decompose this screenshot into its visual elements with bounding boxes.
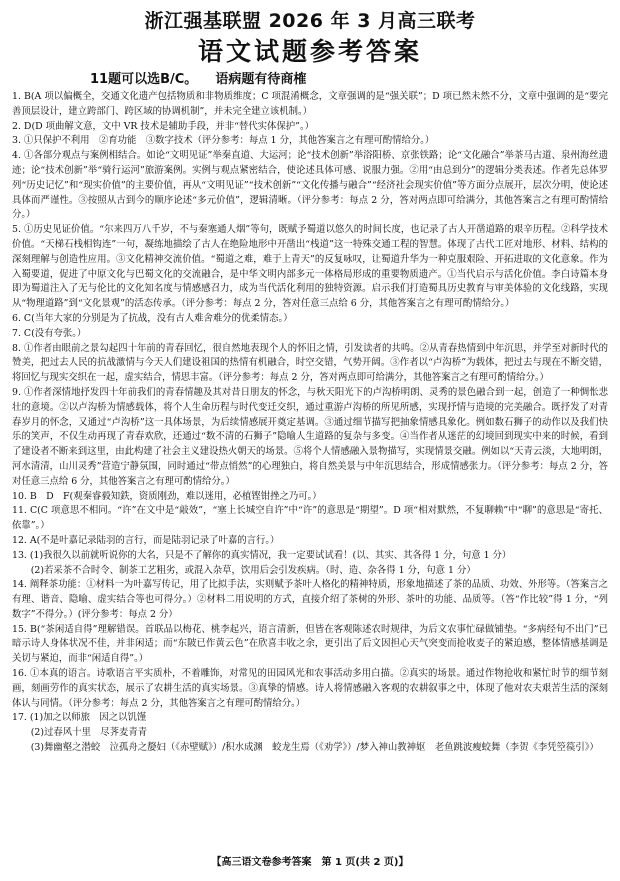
answer-13-2: (2)若采茶不合时令、制茶工艺粗劣，或混入杂草，饮用后会引发疾病。（时、造、杂各得 1 分，句意 1 分） (12, 564, 476, 576)
page-footer: 【高三语文卷参考答案 第 1 页(共 2 页)】 (211, 857, 409, 868)
answer-list (12, 90, 608, 844)
answer-17-1: 17. (1)加之以师旅 因之以饥馑 (12, 712, 147, 724)
answer-3: 3. ①只保护不利用 ②育功能 ③数字技术（评分参考：每点 1 分，其他答案言之有理可酌情给分。） (12, 135, 435, 147)
document-title: 语文试题参考答案 (197, 37, 422, 66)
answer-17-3: (3)舞幽壑之潜蛟 泣孤舟之嫠妇（《赤壁赋》）/积水成渊 蛟龙生焉（《劝学》）/梦入神山教神妪 老鱼跳波瘦蛟舞（李贺《李凭箜篌引》） (12, 742, 599, 754)
answer-13-1: 13. (1)我很久以前就听说你的大名，只是不了解你的真实情况，我一定要试试看！(以、其实、其各得 1 分，句意 1 分） (12, 549, 512, 561)
answer-8: 8. ①作者由眼前之景勾起四十年前的青春回忆，很自然地表现个人的怀旧之情，引发读者的共鸣。②从青春热情到中年沉思，并学至对新时代的赞美，把过去人民的抗战激情与今天人们建设祖国的热情有机融合，时空交错，气势开阔。③作者以“卢沟桥”为载体，把过去与现在不断交错，将回忆与现实交织在一起，虚实结合，情思丰富。（评分参考：每点 2 分，答对两点即可给满分，其他答案言之有理可酌情给分。） (12, 342, 608, 384)
answer-9: 9. ①作者深情地抒发四十年前我们的青春情趣及其对昔日朋友的怀念，与秋天阳光下的卢沟桥明朗、灵秀的景色融合到一起，创造了一种惆怅悲壮的意境。②以卢沟桥为情感载体，将个人生命历程与时代变迁交织，通过重游卢沟桥的所见所感，实现抒情与造境的完美融合。既抒发了对青春岁月的怀念，又通过“卢沟桥”这一具体场景，为后续情感展开奠定基调。③通过细节描写把抽象情感具象化。例如数石狮子的动作以及我们快乐的笑声，不仅生动再现了青春欢欣，还通过“数不清的石狮子”隐喻人生道路的复杂与多变。④当作者从迷茫的幻境回到现实中来的时候，看到了建设者不断来到这里，由此构建了社会主义建设热火朝天的场景。⑤将个人情感融入景物描写，实现情景交融。例如以“天青云淡，大地明朗，河水清清，山川灵秀”营造宁静氛围，同时通过“带点悄然”的心理独白，将自然美景与中年沉思结合，形成情感张力。（评分参考：每点 2 分，答对任意三点给 6 分，其他答案言之有理可酌情给分。） (12, 386, 608, 487)
answer-11: 11. C(C 项意思不相同。“许”在文中是“敲效”，“塞上长城空自许”中“许”的意思是“期望”。D 项“相对默然，不复聊赖”中“聊”的意思是“寄托、依靠”。） (12, 505, 608, 532)
answer-12: 12. A(不是叶嘉记录陆羽的言行，而是陆羽记录了叶嘉的言行。） (12, 534, 280, 546)
handwritten-note: 11题可以选B/C。 语病题有待商榷 (90, 72, 307, 87)
answer-15: 15. B(“茶闲适自得”理解错误。首联品以梅花、桃李起兴，语言清新，但皆在客观陈述农时规律，为后文农事忙碌做铺垫。“多病经旬不出门”已暗示诗人身体状况不佳，并非闲适；而“东陂已作黄云色”在欣喜丰收之余，更引出了后文因担心天气突变而抢收麦子的紧迫感，整体情感基调是关切与紧迫，而非“闲适自得”。） (12, 623, 608, 665)
answer-16: 16. ①本真的语言。诗歌语言平实质朴，不着雕饰，对常见的田园风光和农事活动多用白描。②真实的场景。通过作物抢收和紧忙时节的细节刻画，刻画劳作的真实状态，展示了农耕生活的真实场景。③真挚的情感。诗人将情感融入客观的农耕叙事之中，体现了他对农夫艰苦生活的深刻体认与同情。（评分参考：每点 2 分，其他答案言之有理可酌情给分。） (12, 668, 608, 709)
exam-title: 浙江强基联盟 2026 年 3 月高三联考 (144, 10, 476, 32)
answer-4: 4. ①各部分观点与案例相结合。如论“文明见证”举秦直道、大运河；论“技术创新”举浴阳桥、京张铁路；论“文化融合”举茶马古道、泉州海丝遗迹；论“技术创新”举“骑行运河”旅游案例。实例与观点紧密结合，使论述具体可感、说服力强。②用“由总到分”的逻辑分类表述。作者先总体罗列“历史记忆”和“现实价值”的主要价值，再从“文明见证”“技术创新”“文化传播与融合”“经济社会现实价值”等方面分点展开，层次分明，使论述具体而严谨性。③按照从古到今的顺序论述“多元价值”，逻辑清晰。（评分参考：每点 2 分，答对两点即可给满分，其他答案言之有理可酌情给分。） (12, 150, 608, 221)
answer-17-2: (2)过春风十里 尽荠麦青青 (12, 727, 148, 739)
answer-7: 7. C(没有夸张。） (12, 327, 87, 339)
answer-14: 14. 阐释茶功能：①材料一为叶嘉写传记，用了比拟手法，实则赋予茶叶人格化的精神特质，形象地描述了茶的品质、功效、外形等。（答案言之有理、谐音、隐喻、虚实结合等也可得分。）②材料二用说明的方式，直接介绍了茶树的外形、茶叶的功能、品质等。（答“作比较”得 1 分，“列数字”不得分。）(评分参考：每点 2 分） (12, 579, 608, 620)
answer-1: 1. B(A 项以偏概全，交通文化遗产包括物质和非物质维度；C 项混淆概念，文章强调的是“强关联”；D 项已然未然不分，文章中强调的是“要完善顶层设计，建立跨部门、跨区域的协调机制”，并未完全建立该机制。） (12, 91, 608, 117)
answer-2: 2. D(D 项曲解文意，文中 VR 技术是辅助手段，并非“替代实体保护”。） (12, 120, 315, 132)
answer-10: 10. B D F(观秦睿毅知鉄，资质刚劲，难以迷用，必植铿钳挫之乃可。） (12, 490, 322, 502)
answer-6: 6. C(当年大家的分别是为了抗战，没有古人难舍难分的优柔情态。） (12, 312, 293, 324)
answer-5: 5. ①历史见证价值。“尔来四万八千岁，不与秦塞通人烟”等句，既赋予蜀道以悠久的时间长度，也记录了古人开凿道路的艰辛历程。②科学技术价值。“天梯石栈相钩连”一句，凝练地描绘了古人在绝险地形中开凿出“栈道”这一特殊交通工程的智慧。体现了古代工匠对地形、材料、结构的深刻理解与创造性应用。③文化精神交流价值。“蜀道之难，难于上青天”的反复咏叹，让蜀道升华为一种克服艰险、开拓进取的文化意象。作为入蜀要道，促进了中原文化与巴蜀文化的交流融合，是中华文明内部多元一体格局形成的重要物质遗产。①当代启示与活化价值。李白诗篇本身即为蜀道注入了无与伦比的文化知名度与情感感召力，成为当代活化利用的独特资源。启示我们打造蜀具历史教育与审美体验的文化线路，实现从“物理道路”到“文化景观”的活态传承。（评分参考：每点 2 分，答对任意三点给 6 分，其他答案言之有理可酌情给分。） (12, 224, 608, 310)
